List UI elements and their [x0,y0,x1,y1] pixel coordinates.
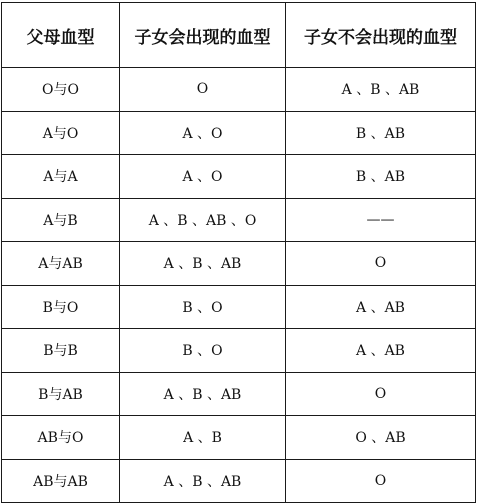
table-row [2,416,476,460]
impossible-cell: O [286,459,476,503]
parents-cell: A与AB [2,242,120,286]
possible-cell: O [120,68,286,112]
parents-cell: B与AB [2,372,120,416]
header-row [2,3,476,68]
impossible-cell: A 、AB [286,285,476,329]
possible-cell: A 、B 、AB [120,459,286,503]
header-impossible-children: 子女不会出现的血型 [286,3,476,68]
impossible-cell: O 、AB [286,416,476,460]
possible-cell: B 、O [120,285,286,329]
impossible-cell: B 、AB [286,155,476,199]
impossible-cell: O [286,242,476,286]
header-parents: 父母血型 [2,3,120,68]
impossible-cell: A 、AB [286,329,476,373]
parents-cell: O与O [2,68,120,112]
parents-cell: AB与AB [2,459,120,503]
impossible-cell: —— [286,198,476,242]
parents-cell: B与B [2,329,120,373]
table-row [2,242,476,286]
table-row [2,372,476,416]
table-row [2,155,476,199]
table-row [2,198,476,242]
table-row [2,111,476,155]
possible-cell: A 、O [120,111,286,155]
parents-cell: A与B [2,198,120,242]
table-row [2,68,476,112]
parents-cell: A与A [2,155,120,199]
possible-cell: A 、B 、AB [120,372,286,416]
possible-cell: A 、B [120,416,286,460]
possible-cell: A 、O [120,155,286,199]
parents-cell: AB与O [2,416,120,460]
parents-cell: B与O [2,285,120,329]
table-row [2,329,476,373]
possible-cell: A 、B 、AB [120,242,286,286]
table-row [2,285,476,329]
table-row [2,459,476,503]
impossible-cell: A 、B 、AB [286,68,476,112]
parents-cell: A与O [2,111,120,155]
impossible-cell: B 、AB [286,111,476,155]
header-possible-children: 子女会出现的血型 [120,3,286,68]
blood-type-table [1,2,476,503]
impossible-cell: O [286,372,476,416]
possible-cell: A 、B 、AB 、O [120,198,286,242]
possible-cell: B 、O [120,329,286,373]
